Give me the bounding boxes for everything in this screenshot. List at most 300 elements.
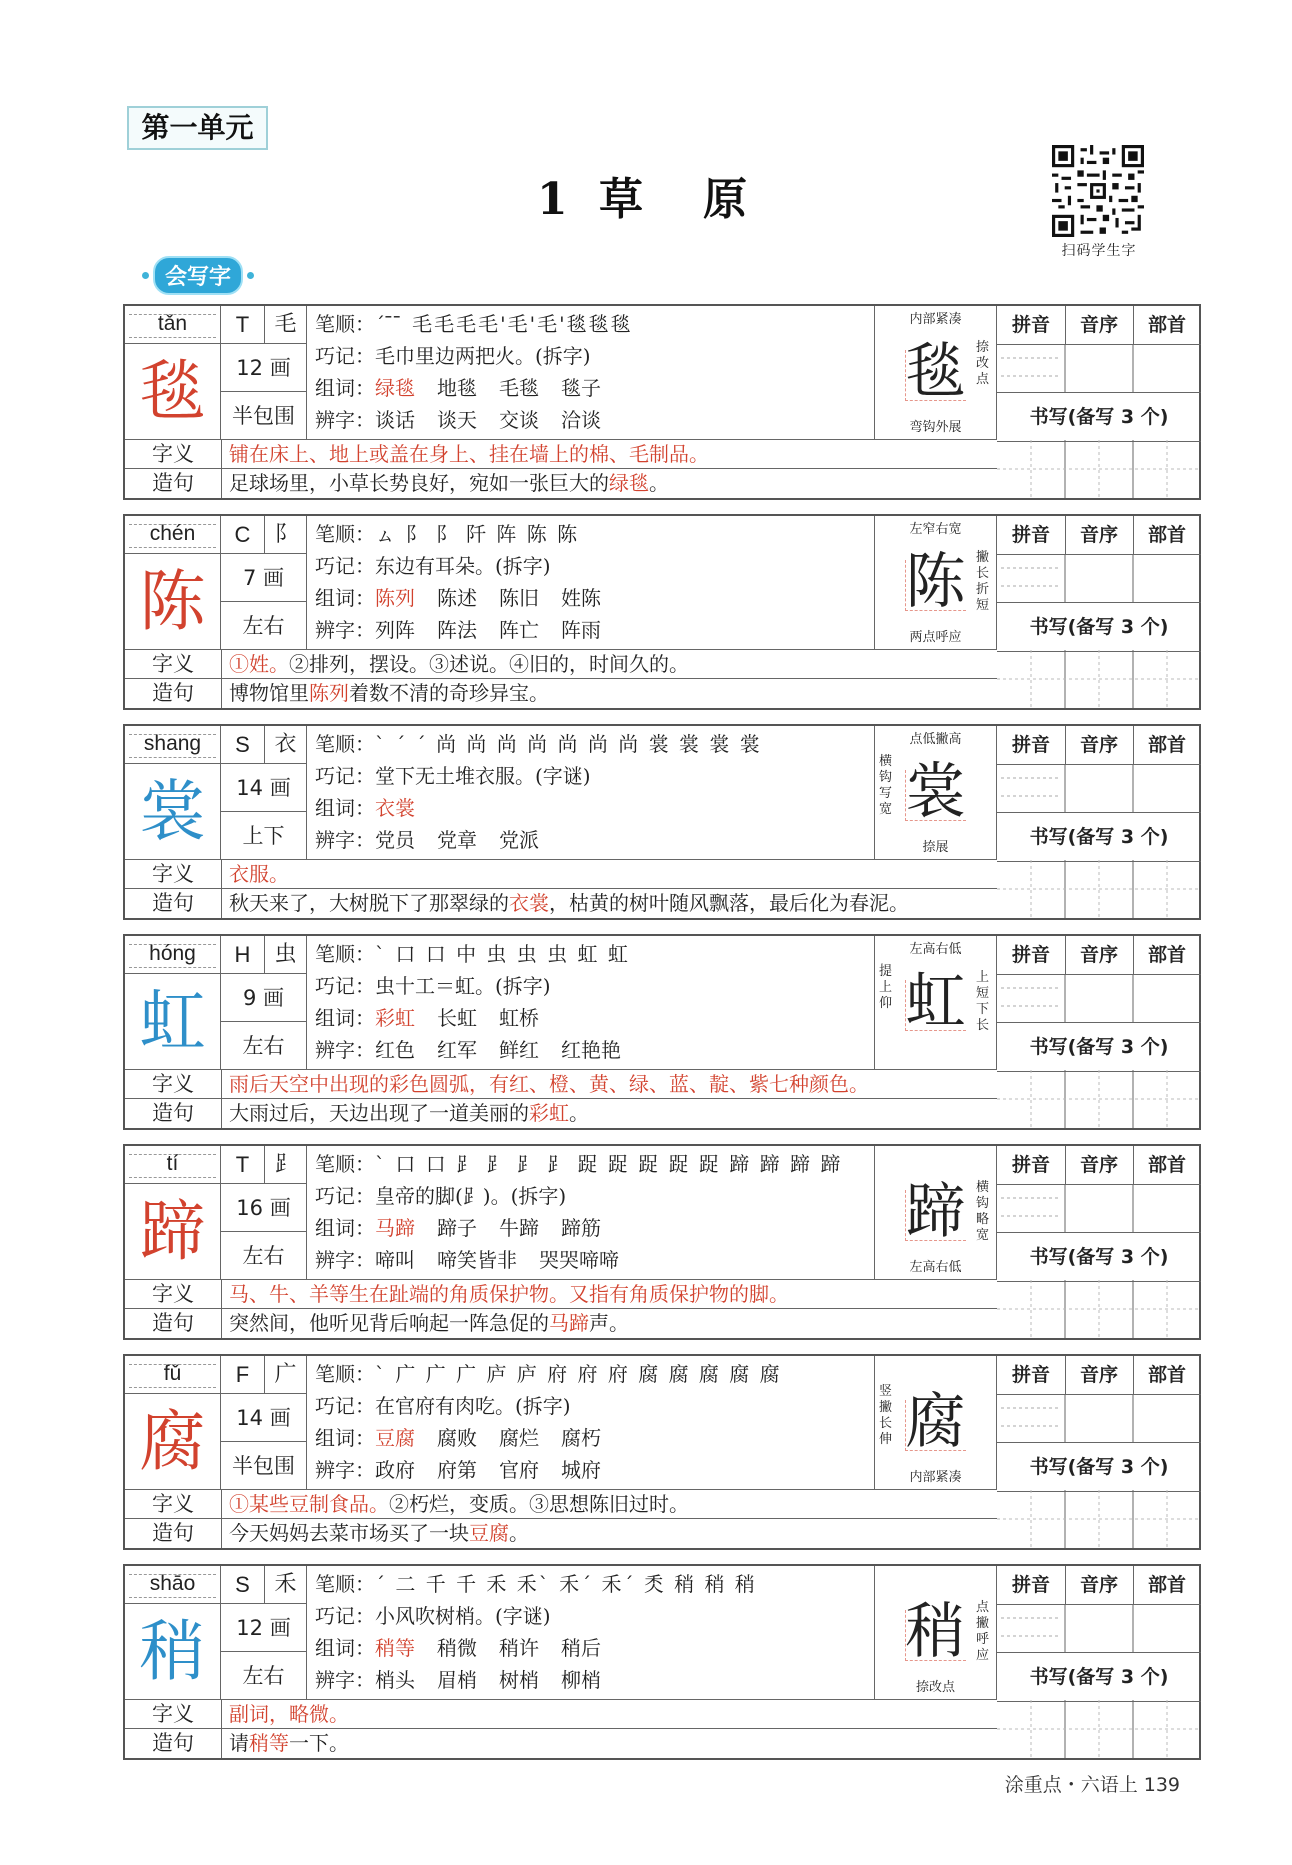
distinguish-item: 鲜红 xyxy=(499,1038,539,1062)
qr-code-icon[interactable] xyxy=(1052,145,1144,237)
distinguish-item: 红色 xyxy=(375,1038,415,1062)
writing-grid[interactable] xyxy=(997,1280,1201,1338)
pinyin-cell xyxy=(125,516,221,554)
writing-grid[interactable] xyxy=(997,1070,1201,1128)
meaning-row xyxy=(125,440,997,469)
lesson-title: 1 草 原 xyxy=(537,174,755,225)
memo-text: 东边有耳朵。(拆字) xyxy=(375,554,551,578)
practice-input-grid[interactable] xyxy=(997,1394,1201,1442)
word-item: 蹄子 xyxy=(437,1216,477,1240)
distinguish-item: 官府 xyxy=(499,1458,539,1482)
practice-input-grid[interactable] xyxy=(997,1184,1201,1232)
words-label: 组词： xyxy=(315,796,375,820)
practice-area xyxy=(997,516,1201,708)
pinyin-cell xyxy=(125,1146,221,1184)
radical: 虫 xyxy=(265,936,307,974)
sentence-keyword: 马蹄 xyxy=(549,1311,589,1335)
words-label: 组词： xyxy=(315,1216,375,1240)
char-info xyxy=(307,1356,875,1490)
distinguish-item: 啼叫 xyxy=(375,1248,415,1272)
section-label-text: 会写字 xyxy=(153,256,243,295)
sentence-pre: 今天妈妈去菜市场买了一块 xyxy=(229,1521,469,1545)
character-card xyxy=(123,1564,1201,1760)
word-item: 豆腐 xyxy=(375,1426,415,1450)
meaning-label: 字义 xyxy=(125,650,222,678)
sentence-row xyxy=(125,1729,997,1758)
char-info xyxy=(307,726,875,860)
radical: 禾 xyxy=(265,1566,307,1604)
main-character: 稍 xyxy=(125,1604,221,1700)
words-label: 组词： xyxy=(315,1426,375,1450)
write-label: 书写(备写 3 个) xyxy=(997,1232,1201,1282)
meaning-row xyxy=(125,1280,997,1309)
hint-right: 捺改点 xyxy=(976,340,990,387)
writing-grid[interactable] xyxy=(997,650,1201,708)
distinguish-label: 辨字： xyxy=(315,1668,375,1692)
writing-grid[interactable] xyxy=(997,440,1201,498)
hint-character: 腐 xyxy=(905,1387,966,1457)
meaning-row xyxy=(125,1490,997,1519)
distinguish-item: 梢头 xyxy=(375,1668,415,1692)
distinguish-item: 城府 xyxy=(561,1458,601,1482)
practice-header-radical: 部首 xyxy=(1133,726,1201,765)
practice-header-initial: 音序 xyxy=(1065,1356,1134,1395)
sentence-post: 一下。 xyxy=(289,1731,349,1755)
char-info xyxy=(307,306,875,440)
word-item: 稍等 xyxy=(375,1636,415,1660)
sentence-pre: 大雨过后，天边出现了一道美丽的 xyxy=(229,1101,529,1125)
radical: 阝 xyxy=(265,516,307,554)
sentence-row xyxy=(125,889,997,918)
practice-header-radical: 部首 xyxy=(1133,936,1201,975)
main-character: 腐 xyxy=(125,1394,221,1490)
write-label: 书写(备写 3 个) xyxy=(997,812,1201,862)
sentence-label: 造句 xyxy=(125,1519,222,1548)
char-info xyxy=(307,1566,875,1700)
hint-top: 点低撇高 xyxy=(909,732,962,747)
memo-label: 巧记： xyxy=(315,344,375,368)
practice-header-pinyin: 拼音 xyxy=(997,726,1066,765)
sentence-keyword: 绿毯 xyxy=(609,471,649,495)
sentence-post: 。 xyxy=(649,471,669,495)
meaning-rest: ②排列，摆设。③述说。④旧的，时间久的。 xyxy=(289,652,689,676)
word-item: 衣裳 xyxy=(375,796,415,820)
character-card xyxy=(123,304,1201,500)
distinguish-item: 阵法 xyxy=(437,618,477,642)
sentence-keyword: 陈列 xyxy=(309,681,349,705)
stroke-count: 12 画 xyxy=(221,344,307,392)
hint-bottom: 弯钩外展 xyxy=(909,420,962,435)
sentence-post: 。 xyxy=(569,1101,589,1125)
hint-right: 上短下长 xyxy=(976,970,990,1033)
unit-label: 第一单元 xyxy=(127,106,268,150)
word-item: 姓陈 xyxy=(561,586,601,610)
sentence-row xyxy=(125,1309,997,1338)
writing-hint xyxy=(875,516,997,650)
pinyin-text: chén xyxy=(149,522,196,545)
hint-bottom: 左高右低 xyxy=(909,1260,962,1275)
practice-header-radical: 部首 xyxy=(1133,1566,1201,1605)
word-item: 蹄筋 xyxy=(561,1216,601,1240)
hint-character: 裳 xyxy=(905,757,966,827)
practice-input-grid[interactable] xyxy=(997,1604,1201,1652)
radical: 广 xyxy=(265,1356,307,1394)
character-card xyxy=(123,1354,1201,1550)
practice-input-grid[interactable] xyxy=(997,764,1201,812)
stroke-order: ˋ 口 口 中 虫 虫 虫 虹 虹 xyxy=(375,942,630,966)
char-info xyxy=(307,936,875,1070)
practice-header-initial: 音序 xyxy=(1065,1146,1134,1185)
meaning-text: 衣服。 xyxy=(229,862,289,886)
hint-character: 陈 xyxy=(905,547,966,617)
practice-input-grid[interactable] xyxy=(997,554,1201,602)
hint-right: 撇长折短 xyxy=(976,550,990,613)
pinyin-text: hóng xyxy=(149,942,196,965)
distinguish-item: 府第 xyxy=(437,1458,477,1482)
sentence-pre: 博物馆里 xyxy=(229,681,309,705)
write-label: 书写(备写 3 个) xyxy=(997,602,1201,652)
practice-header-initial: 音序 xyxy=(1065,726,1134,765)
write-label: 书写(备写 3 个) xyxy=(997,1022,1201,1072)
word-item: 虹桥 xyxy=(499,1006,539,1030)
meaning-row xyxy=(125,1070,997,1099)
writing-hint xyxy=(875,1146,997,1280)
sentence-keyword: 彩虹 xyxy=(529,1101,569,1125)
memo-text: 虫十工＝虹。(拆字) xyxy=(375,974,551,998)
sentence-label: 造句 xyxy=(125,679,222,708)
sentence-label: 造句 xyxy=(125,889,222,918)
word-item: 腐烂 xyxy=(499,1426,539,1450)
hint-top: 左窄右宽 xyxy=(909,522,962,537)
meaning-row xyxy=(125,860,997,889)
distinguish-item: 树梢 xyxy=(499,1668,539,1692)
meaning-label: 字义 xyxy=(125,1700,222,1728)
stroke-count: 14 画 xyxy=(221,764,307,812)
practice-header-radical: 部首 xyxy=(1133,1146,1201,1185)
distinguish-item: 谈话 xyxy=(375,408,415,432)
distinguish-item: 柳梢 xyxy=(561,1668,601,1692)
hint-right: 横钩略宽 xyxy=(976,1180,990,1243)
meaning-label: 字义 xyxy=(125,1490,222,1518)
pinyin-cell xyxy=(125,306,221,344)
meaning-highlight: ①某些豆制食品。 xyxy=(229,1492,389,1516)
writing-hint xyxy=(875,1566,997,1700)
word-item: 毛毯 xyxy=(499,376,539,400)
writing-hint xyxy=(875,306,997,440)
order-label: 笔顺： xyxy=(315,1152,375,1176)
sentence-label: 造句 xyxy=(125,1729,222,1758)
sentence-post: ，枯黄的树叶随风飘落，最后化为春泥。 xyxy=(549,891,909,915)
memo-text: 毛巾里边两把火。(拆字) xyxy=(375,344,591,368)
hint-character: 虹 xyxy=(905,967,966,1037)
pinyin-text: fǔ xyxy=(163,1362,182,1385)
hint-left: 横钩写宽 xyxy=(879,754,893,817)
words-label: 组词： xyxy=(315,376,375,400)
word-item: 稍许 xyxy=(499,1636,539,1660)
words-label: 组词： xyxy=(315,586,375,610)
distinguish-item: 洽谈 xyxy=(561,408,601,432)
stroke-count: 14 画 xyxy=(221,1394,307,1442)
radical: ⻊ xyxy=(265,1146,307,1184)
practice-header-pinyin: 拼音 xyxy=(997,1566,1066,1605)
initial-letter: H xyxy=(221,936,265,974)
practice-header-pinyin: 拼音 xyxy=(997,516,1066,555)
distinguish-label: 辨字： xyxy=(315,618,375,642)
distinguish-item: 政府 xyxy=(375,1458,415,1482)
order-label: 笔顺： xyxy=(315,732,375,756)
meaning-label: 字义 xyxy=(125,860,222,888)
stroke-order: ˋ 口 口 ⻊ ⻊ ⻊ ⻊ 踀 踀 踀 踀 踀 蹄 蹄 蹄 蹄 xyxy=(375,1152,843,1176)
pinyin-cell xyxy=(125,1566,221,1604)
word-item: 稍后 xyxy=(561,1636,601,1660)
sentence-label: 造句 xyxy=(125,1309,222,1338)
main-character: 陈 xyxy=(125,554,221,650)
distinguish-label: 辨字： xyxy=(315,408,375,432)
memo-label: 巧记： xyxy=(315,764,375,788)
hint-right: 点撇呼应 xyxy=(976,1600,990,1663)
distinguish-item: 党员 xyxy=(375,828,415,852)
memo-text: 小风吹树梢。(字谜) xyxy=(375,1604,551,1628)
main-character: 虹 xyxy=(125,974,221,1070)
character-card xyxy=(123,514,1201,710)
practice-area xyxy=(997,726,1201,918)
write-label: 书写(备写 3 个) xyxy=(997,392,1201,442)
distinguish-item: 党章 xyxy=(437,828,477,852)
word-item: 腐败 xyxy=(437,1426,477,1450)
meaning-row xyxy=(125,1700,997,1729)
writing-hint xyxy=(875,936,997,1070)
order-label: 笔顺： xyxy=(315,312,375,336)
structure: 半包围 xyxy=(221,392,307,440)
meaning-label: 字义 xyxy=(125,440,222,468)
meaning-label: 字义 xyxy=(125,1070,222,1098)
hint-left: 提上仰 xyxy=(879,964,893,1011)
stroke-order: ㇺ 阝 阝 阡 阵 陈 陈 xyxy=(375,522,580,546)
practice-header-initial: 音序 xyxy=(1065,1566,1134,1605)
hint-bottom: 捺改点 xyxy=(915,1680,955,1695)
distinguish-label: 辨字： xyxy=(315,1038,375,1062)
practice-header-pinyin: 拼音 xyxy=(997,936,1066,975)
distinguish-item: 阵雨 xyxy=(561,618,601,642)
initial-letter: S xyxy=(221,1566,265,1604)
distinguish-item: 谈天 xyxy=(437,408,477,432)
character-card xyxy=(123,934,1201,1130)
memo-label: 巧记： xyxy=(315,974,375,998)
order-label: 笔顺： xyxy=(315,942,375,966)
word-item: 毯子 xyxy=(561,376,601,400)
sentence-pre: 足球场里，小草长势良好，宛如一张巨大的 xyxy=(229,471,609,495)
meaning-text: 铺在床上、地上或盖在身上、挂在墙上的棉、毛制品。 xyxy=(229,442,709,466)
writing-grid[interactable] xyxy=(997,1700,1201,1758)
decor-dot-icon xyxy=(142,272,149,279)
initial-letter: T xyxy=(221,306,265,344)
main-character: 裳 xyxy=(125,764,221,860)
hint-left: 竖撇长伸 xyxy=(879,1384,893,1447)
structure: 左右 xyxy=(221,602,307,650)
practice-input-grid[interactable] xyxy=(997,344,1201,392)
meaning-rest: ②朽烂，变质。③思想陈旧过时。 xyxy=(389,1492,689,1516)
distinguish-item: 列阵 xyxy=(375,618,415,642)
structure: 左右 xyxy=(221,1232,307,1280)
practice-header-radical: 部首 xyxy=(1133,1356,1201,1395)
pinyin-cell xyxy=(125,726,221,764)
meaning-text: 马、牛、羊等生在趾端的角质保护物。又指有角质保护物的脚。 xyxy=(229,1282,789,1306)
order-label: 笔顺： xyxy=(315,1362,375,1386)
memo-text: 堂下无土堆衣服。(字谜) xyxy=(375,764,591,788)
sentence-post: 。 xyxy=(509,1521,529,1545)
practice-area xyxy=(997,306,1201,498)
distinguish-item: 红军 xyxy=(437,1038,477,1062)
practice-area xyxy=(997,1566,1201,1758)
initial-letter: F xyxy=(221,1356,265,1394)
sentence-row xyxy=(125,1519,997,1548)
stroke-order: ˋ ˊ ˊ 尚 尚 尚 尚 尚 尚 尚 裳 裳 裳 裳 xyxy=(375,732,762,756)
hint-bottom: 两点呼应 xyxy=(909,630,962,645)
sentence-keyword: 豆腐 xyxy=(469,1521,509,1545)
order-label: 笔顺： xyxy=(315,1572,375,1596)
word-item: 牛蹄 xyxy=(499,1216,539,1240)
char-info xyxy=(307,1146,875,1280)
writing-grid[interactable] xyxy=(997,1490,1201,1548)
distinguish-item: 党派 xyxy=(499,828,539,852)
memo-text: 在官府有肉吃。(拆字) xyxy=(375,1394,571,1418)
character-card xyxy=(123,1144,1201,1340)
words-label: 组词： xyxy=(315,1006,375,1030)
sentence-keyword: 衣裳 xyxy=(509,891,549,915)
writing-hint xyxy=(875,726,997,860)
distinguish-item: 阵亡 xyxy=(499,618,539,642)
qr-caption: 扫码学生字 xyxy=(1061,243,1137,259)
word-item: 地毯 xyxy=(437,376,477,400)
section-label xyxy=(138,258,258,292)
practice-header-pinyin: 拼音 xyxy=(997,306,1066,345)
practice-header-pinyin: 拼音 xyxy=(997,1356,1066,1395)
structure: 上下 xyxy=(221,812,307,860)
word-item: 腐朽 xyxy=(561,1426,601,1450)
memo-text: 皇帝的脚(⻊)。(拆字) xyxy=(375,1184,567,1208)
sentence-pre: 突然间，他听见背后响起一阵急促的 xyxy=(229,1311,549,1335)
practice-header-radical: 部首 xyxy=(1133,516,1201,555)
practice-area xyxy=(997,1146,1201,1338)
writing-grid[interactable] xyxy=(997,860,1201,918)
main-character: 毯 xyxy=(125,344,221,440)
practice-area xyxy=(997,1356,1201,1548)
writing-hint xyxy=(875,1356,997,1490)
distinguish-item: 哭哭啼啼 xyxy=(539,1248,619,1272)
stroke-count: 12 画 xyxy=(221,1604,307,1652)
memo-label: 巧记： xyxy=(315,1184,375,1208)
stroke-order: ˊ ̄ ̄ 毛毛毛毛'毛'毛'毯毯毯 xyxy=(375,312,633,336)
sentence-post: 着数不清的奇珍异宝。 xyxy=(349,681,549,705)
hint-character: 蹄 xyxy=(905,1177,966,1247)
memo-label: 巧记： xyxy=(315,1604,375,1628)
initial-letter: C xyxy=(221,516,265,554)
page-footer: 涂重点・六语上 139 xyxy=(1004,1774,1180,1796)
word-item: 陈列 xyxy=(375,586,415,610)
structure: 半包围 xyxy=(221,1442,307,1490)
char-info xyxy=(307,516,875,650)
stroke-count: 16 画 xyxy=(221,1184,307,1232)
structure: 左右 xyxy=(221,1652,307,1700)
memo-label: 巧记： xyxy=(315,1394,375,1418)
practice-header-initial: 音序 xyxy=(1065,516,1134,555)
initial-letter: S xyxy=(221,726,265,764)
stroke-order: ˋ 广 广 广 庐 庐 府 府 府 腐 腐 腐 腐 腐 xyxy=(375,1362,782,1386)
main-character: 蹄 xyxy=(125,1184,221,1280)
distinguish-item: 交谈 xyxy=(499,408,539,432)
distinguish-label: 辨字： xyxy=(315,1248,375,1272)
pinyin-text: tǎn xyxy=(157,312,188,335)
hint-character: 稍 xyxy=(905,1597,966,1667)
sentence-row xyxy=(125,1099,997,1128)
sentence-row xyxy=(125,469,997,498)
initial-letter: T xyxy=(221,1146,265,1184)
sentence-row xyxy=(125,679,997,708)
pinyin-text: shang xyxy=(143,732,202,755)
sentence-pre: 秋天来了，大树脱下了那翠绿的 xyxy=(229,891,509,915)
pinyin-text: tí xyxy=(166,1152,179,1175)
word-item: 绿毯 xyxy=(375,376,415,400)
hint-top: 内部紧凑 xyxy=(909,312,962,327)
hint-bottom: 捺展 xyxy=(922,840,949,855)
practice-input-grid[interactable] xyxy=(997,974,1201,1022)
word-item: 马蹄 xyxy=(375,1216,415,1240)
practice-header-pinyin: 拼音 xyxy=(997,1146,1066,1185)
word-item: 陈旧 xyxy=(499,586,539,610)
practice-area xyxy=(997,936,1201,1128)
practice-header-initial: 音序 xyxy=(1065,306,1134,345)
decor-dot-icon xyxy=(247,272,254,279)
meaning-row xyxy=(125,650,997,679)
sentence-post: 声。 xyxy=(589,1311,629,1335)
word-item: 彩虹 xyxy=(375,1006,415,1030)
meaning-label: 字义 xyxy=(125,1280,222,1308)
write-label: 书写(备写 3 个) xyxy=(997,1442,1201,1492)
structure: 左右 xyxy=(221,1022,307,1070)
word-item: 陈述 xyxy=(437,586,477,610)
meaning-text: 副词，略微。 xyxy=(229,1702,349,1726)
radical: 毛 xyxy=(265,306,307,344)
meaning-highlight: ①姓。 xyxy=(229,652,289,676)
character-card xyxy=(123,724,1201,920)
hint-character: 毯 xyxy=(905,337,966,407)
pinyin-cell xyxy=(125,1356,221,1394)
distinguish-item: 啼笑皆非 xyxy=(437,1248,517,1272)
practice-header-initial: 音序 xyxy=(1065,936,1134,975)
stroke-count: 7 画 xyxy=(221,554,307,602)
practice-header-radical: 部首 xyxy=(1133,306,1201,345)
sentence-pre: 请 xyxy=(229,1731,249,1755)
word-item: 稍微 xyxy=(437,1636,477,1660)
write-label: 书写(备写 3 个) xyxy=(997,1652,1201,1702)
hint-bottom: 内部紧凑 xyxy=(909,1470,962,1485)
distinguish-item: 眉梢 xyxy=(437,1668,477,1692)
pinyin-text: shāo xyxy=(149,1572,196,1595)
stroke-count: 9 画 xyxy=(221,974,307,1022)
distinguish-label: 辨字： xyxy=(315,1458,375,1482)
sentence-keyword: 稍等 xyxy=(249,1731,289,1755)
stroke-order: ˊ 二 千 千 禾 禾ˋ 禾ˊ 禾ˊ 秂 稍 稍 稍 xyxy=(375,1572,757,1596)
words-label: 组词： xyxy=(315,1636,375,1660)
word-item: 长虹 xyxy=(437,1006,477,1030)
radical: 衣 xyxy=(265,726,307,764)
meaning-text: 雨后天空中出现的彩色圆弧，有红、橙、黄、绿、蓝、靛、紫七种颜色。 xyxy=(229,1072,869,1096)
sentence-label: 造句 xyxy=(125,1099,222,1128)
distinguish-label: 辨字： xyxy=(315,828,375,852)
pinyin-cell xyxy=(125,936,221,974)
sentence-label: 造句 xyxy=(125,469,222,498)
order-label: 笔顺： xyxy=(315,522,375,546)
